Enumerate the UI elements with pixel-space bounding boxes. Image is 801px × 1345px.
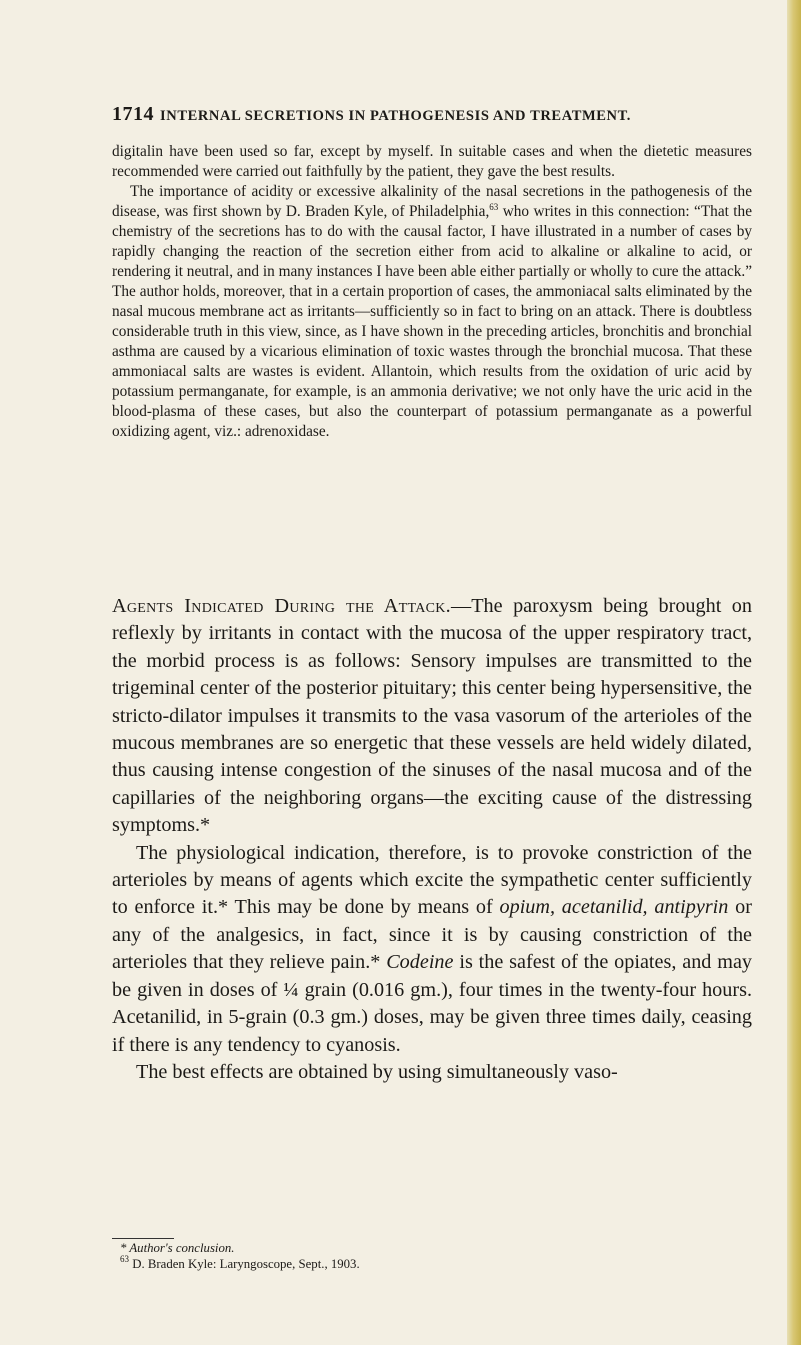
running-title: INTERNAL SECRETIONS IN PATHOGENESIS AND TREATMENT. — [160, 108, 632, 124]
section-heading: Agents Indicated During the Attack. — [112, 595, 452, 617]
footnote-star — [112, 1240, 752, 1256]
footnote-63 — [112, 1256, 752, 1272]
paragraph-best-effects: The best effects are obtained by using simultaneously vaso- — [136, 1060, 618, 1083]
footnotes — [112, 1240, 752, 1272]
paragraph-agents — [112, 593, 752, 840]
paragraph-acidity — [112, 182, 752, 442]
footnote-star-text: * Author's conclusion. — [120, 1241, 235, 1255]
drug-codeine: Codeine — [386, 951, 454, 974]
footnote-rule — [112, 1238, 174, 1239]
footnote-63-text: D. Braden Kyle: Laryngoscope, Sept., 1903. — [129, 1257, 360, 1271]
page-edge — [787, 0, 801, 1345]
running-header — [112, 103, 752, 126]
footnote-ref-63: 63 — [489, 202, 499, 212]
text: The physiological indication, therefore, is to provoke constriction of the arterioles by means of agents which excite the sympathetic center sufficiently to enforce it.* This may be done by means of — [112, 841, 752, 919]
small-print-block — [112, 142, 752, 442]
text: who writes in this connection: “That the chemistry of the secretions has to do with the causal factor, I have illustrated in a number of cases by rapidly changing the reaction of the secretion either from acid to alkaline or alkaline to acid, or rendering it neutral, and in many instances I have been able either partially or wholly to cure the attack.” The author holds, moreover, that in a certain proportion of cases, the ammoniacal salts eliminated by the nasal mucous membrane act as irritants—sufficiently so in fact to bring on an attack. There is doubtless considerable truth in this view, since, as I have shown in the preceding articles, bronchitis and bronchial asthma are caused by a vicarious elimination of toxic wastes through the bronchial mucosa. That these ammoniacal salts are wastes is evident. Allantoin, which results from the oxidation of uric acid by potassium permanganate, for example, is an ammonia derivative; we not only have the uric acid in the blood-plasma of these cases, but also the counterpart of potassium permanganate as a powerful oxidizing agent, viz.: adrenoxidase. — [112, 203, 752, 440]
text: The importance of acidity or excessive alkalinity of the nasal secretions in the pathogenesis of the disease, was first shown by D. Braden Kyle, of Philadelphia, — [112, 183, 752, 220]
footnote-number: 63 — [120, 1254, 129, 1264]
drug-names: opium, acetanilid, antipyrin — [499, 896, 729, 919]
text: is the safest of the opiates, and may be given in doses of ¼ grain (0.016 gm.), four times in the twenty-four hours. Acetanilid, in 5-grain (0.3 gm.) doses, may be given three times daily, ceasing if there is any tendency to cyanosis. — [112, 951, 752, 1056]
paragraph-indication — [112, 840, 752, 1059]
text: or any of the analgesics, in fact, since it is by causing constriction of the arterioles that they relieve pain.* — [112, 896, 752, 974]
main-text-block — [112, 593, 752, 1086]
paragraph-digitalin: digitalin have been used so far, except by myself. In suitable cases and when the dietetic measures recommended were carried out faithfully by the patient, they gave the best results. — [112, 143, 752, 180]
text: —The paroxysm being brought on reflexly by irritants in contact with the mucosa of the upper respiratory tract, the morbid process is as follows: Sensory impulses are transmitted to the trigeminal center of the posterior pituitary; this center being hypersensitive, the stricto-dilator impulses it transmits to the vasa vasorum of the arterioles of the mucous membranes are so energetic that these vessels are held widely dilated, thus causing intense congestion of the sinuses of the nasal mucosa and of the capillaries of the neighboring organs—the exciting cause of the distressing symptoms.* — [112, 595, 752, 837]
page-number: 1714 — [112, 103, 154, 125]
